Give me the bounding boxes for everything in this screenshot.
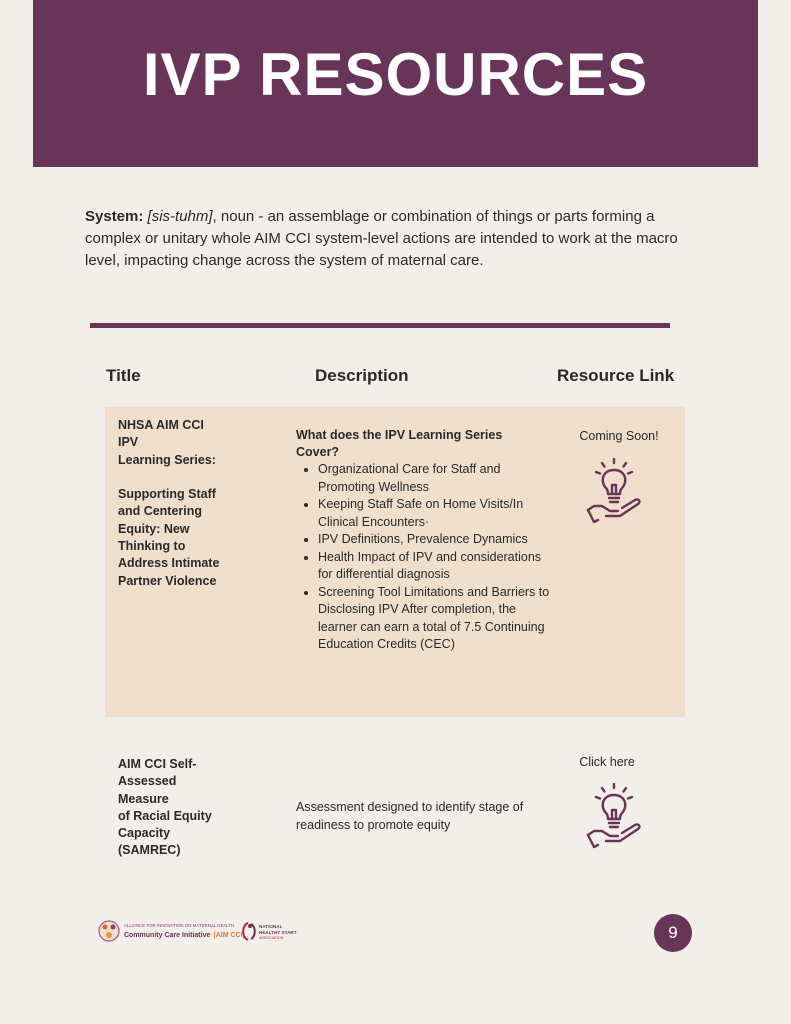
title-line: NHSA AIM CCI: [118, 418, 204, 432]
row-title: [118, 417, 258, 590]
column-header-resource-link: Resource Link: [557, 366, 675, 385]
list-item: • IPV Definitions, Prevalence Dynamics: [318, 531, 558, 549]
aim-cci-tagline: ALLIANCE FOR INNOVATION ON MATERNAL HEALTH: [124, 923, 235, 928]
row-description: Assessment designed to identify stage of readiness to promote equity: [296, 800, 524, 832]
aim-cci-name: Community Care Initiative (AIM CCI): [124, 932, 245, 939]
title-line: Supporting Staff: [118, 487, 216, 502]
row-title: [118, 756, 258, 860]
title-line: Thinking to: [118, 539, 186, 554]
description-list: [296, 461, 558, 654]
column-header-description: Description: [315, 366, 409, 385]
list-item: • Screening Tool Limitations and Barriers to Disclosing IPV After completion, the learner can earn a total of 7.5 Continuing Education Credits (CEC): [318, 584, 558, 654]
page-number: 9: [654, 914, 692, 952]
description-heading: What does the IPV Learning Series Cover?: [296, 428, 503, 460]
footer-logos: [97, 917, 302, 945]
title-line: of Racial Equity: [118, 808, 212, 823]
click-here-link[interactable]: Click here: [579, 755, 635, 769]
page-title: IVP RESOURCES: [142, 41, 649, 108]
title-line: Capacity: [118, 826, 171, 841]
aim-cci-logo-mark: [99, 921, 119, 941]
title-line: Address Intimate: [118, 556, 220, 571]
title-spacer: [118, 469, 258, 486]
title-line: IPV: [118, 435, 139, 450]
title-line: (SAMREC): [118, 843, 181, 858]
healthy-start-line2: HEALTHY START: [259, 930, 297, 935]
healthy-start-logo-mark: [243, 923, 255, 940]
definition-pronunciation: [sis-tuhm]: [147, 208, 213, 225]
healthy-start-line3: ASSOCIATION: [259, 936, 284, 940]
section-divider: [90, 323, 670, 328]
list-item: • Health Impact of IPV and considerations for differential diagnosis: [318, 549, 558, 584]
title-line: and Centering: [118, 504, 203, 519]
title-line: AIM CCI Self-: [118, 757, 197, 771]
list-item: • Organizational Care for Staff and Promoting Wellness: [318, 461, 558, 496]
healthy-start-line1: NATIONAL: [259, 924, 283, 929]
title-line: Learning Series:: [118, 452, 216, 467]
title-line: Measure: [118, 791, 169, 806]
list-item: • Keeping Staff Safe on Home Visits/In Clinical Encounters·: [318, 496, 558, 531]
title-line: Equity: New: [118, 521, 190, 536]
title-banner: [33, 0, 758, 167]
title-line: Assessed: [118, 774, 177, 789]
column-header-title: Title: [106, 366, 141, 385]
definition-text: , noun - an assemblage or combination of things or parts forming a complex or unitary whole AIM CCI system-level actions are intended to work at the macro level, impacting change across the system of maternal care.: [85, 208, 678, 269]
title-line: Partner Violence: [118, 573, 217, 588]
system-definition: [85, 206, 700, 272]
coming-soon-label: Coming Soon!: [579, 429, 659, 443]
lightbulb-hand-icon: [584, 458, 644, 528]
definition-term: System:: [85, 208, 144, 225]
lightbulb-hand-icon[interactable]: [584, 783, 644, 853]
